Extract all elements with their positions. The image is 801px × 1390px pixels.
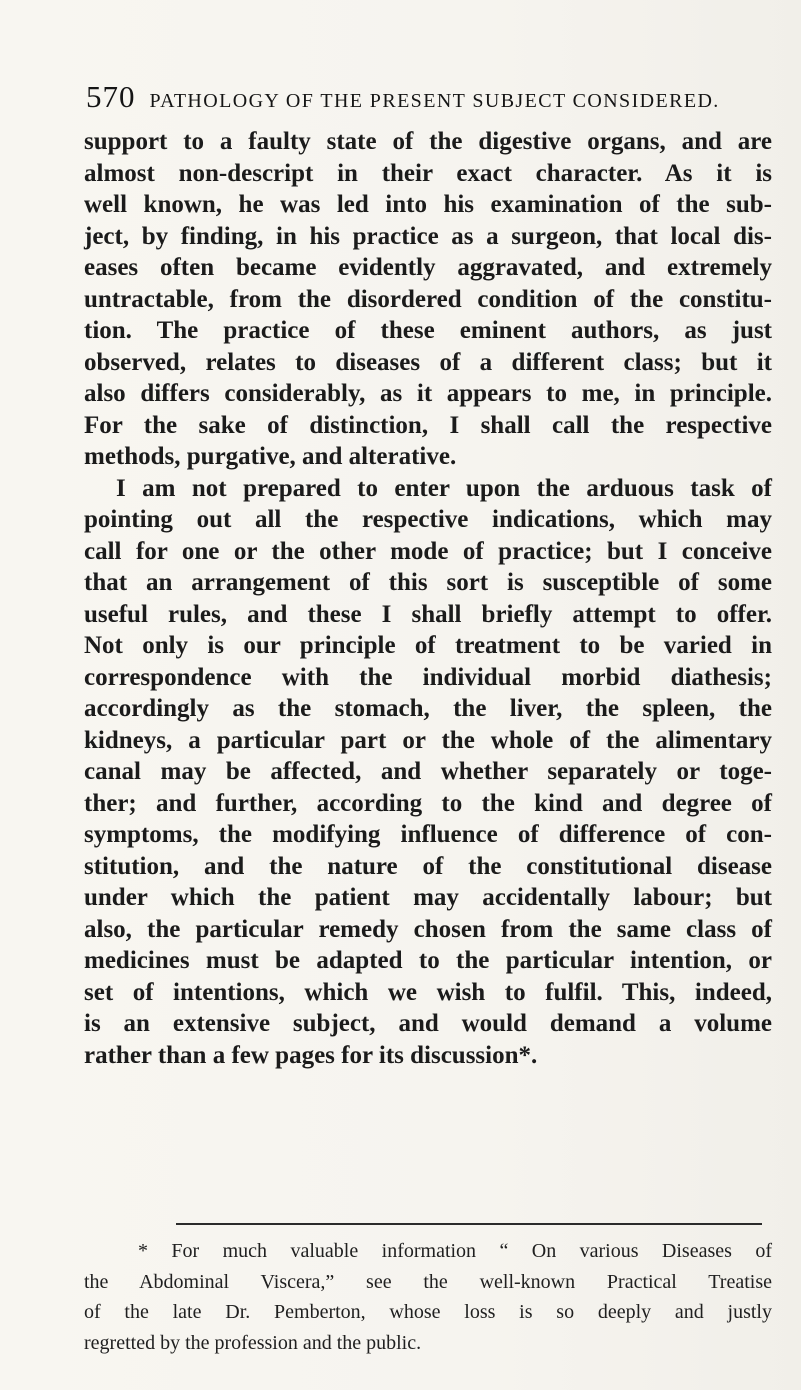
body-line: rather than a few pages for its discussion*. [84,1041,538,1069]
body-line: symptoms, the modifying influence of difference of con- [84,821,772,848]
body-line: Not only is our principle of treatment to be varied in [84,632,772,659]
body-line: eases often became evidently aggravated, and extremely [84,254,772,281]
body-line: ther; and further, according to the kind and degree of [84,789,772,817]
body-line: call for one or the other mode of practice; but I conceive [84,537,772,565]
footnote [84,1236,772,1358]
body-line: useful rules, and these I shall briefly attempt to offer. [84,600,772,628]
footnote-line: regretted by the profession and the public. [84,1331,422,1354]
body-line: also differs considerably, as it appears to me, in principle. [84,380,772,407]
footnote-line: of the late Dr. Pemberton, whose loss is so deeply and justly [84,1301,772,1323]
body-line: well known, he was led into his examination of the sub- [84,191,772,218]
body-line: that an arrangement of this sort is susceptible of some [84,569,772,596]
body-line: ject, by finding, in his practice as a surgeon, that local dis- [84,222,772,250]
footnote-divider [176,1223,762,1225]
body-line: observed, relates to diseases of a different class; but it [84,348,772,376]
body-line: almost non-descript in their exact character. As it is [84,159,772,187]
body-line: For the sake of distinction, I shall call the respective [84,411,772,439]
body-line: accordingly as the stomach, the liver, the spleen, the [84,695,772,722]
body-text [84,126,772,1071]
body-line: pointing out all the respective indications, which may [84,506,772,533]
body-line: tion. The practice of these eminent authors, as just [84,317,772,344]
body-line: untractable, from the disordered condition of the constitu- [84,285,772,313]
body-line: stitution, and the nature of the constitutional disease [84,852,772,880]
body-line: I am not prepared to enter upon the arduous task of [116,474,772,502]
body-line: set of intentions, which we wish to fulfil. This, indeed, [84,978,772,1006]
body-line: methods, purgative, and alterative. [84,443,457,470]
body-line: also, the particular remedy chosen from the same class of [84,915,772,943]
body-line: medicines must be adapted to the particular intention, or [84,947,772,974]
body-line: under which the patient may accidentally labour; but [84,884,772,911]
body-line: is an extensive subject, and would demand a volume [84,1010,772,1037]
body-line: kidneys, a particular part or the whole of the alimentary [84,726,772,754]
running-title: PATHOLOGY OF THE PRESENT SUBJECT CONSIDERED. [149,90,720,112]
body-line: canal may be affected, and whether separately or toge- [84,758,772,785]
footnote-line: * For much valuable information “ On various Diseases of [138,1240,772,1262]
page-number: 570 [86,79,136,114]
body-line: support to a faulty state of the digestive organs, and are [84,128,772,155]
body-line: correspondence with the individual morbid diathesis; [84,663,772,691]
footnote-line: the Abdominal Viscera,” see the well-known Practical Treatise [84,1270,772,1293]
page-header [86,74,756,120]
